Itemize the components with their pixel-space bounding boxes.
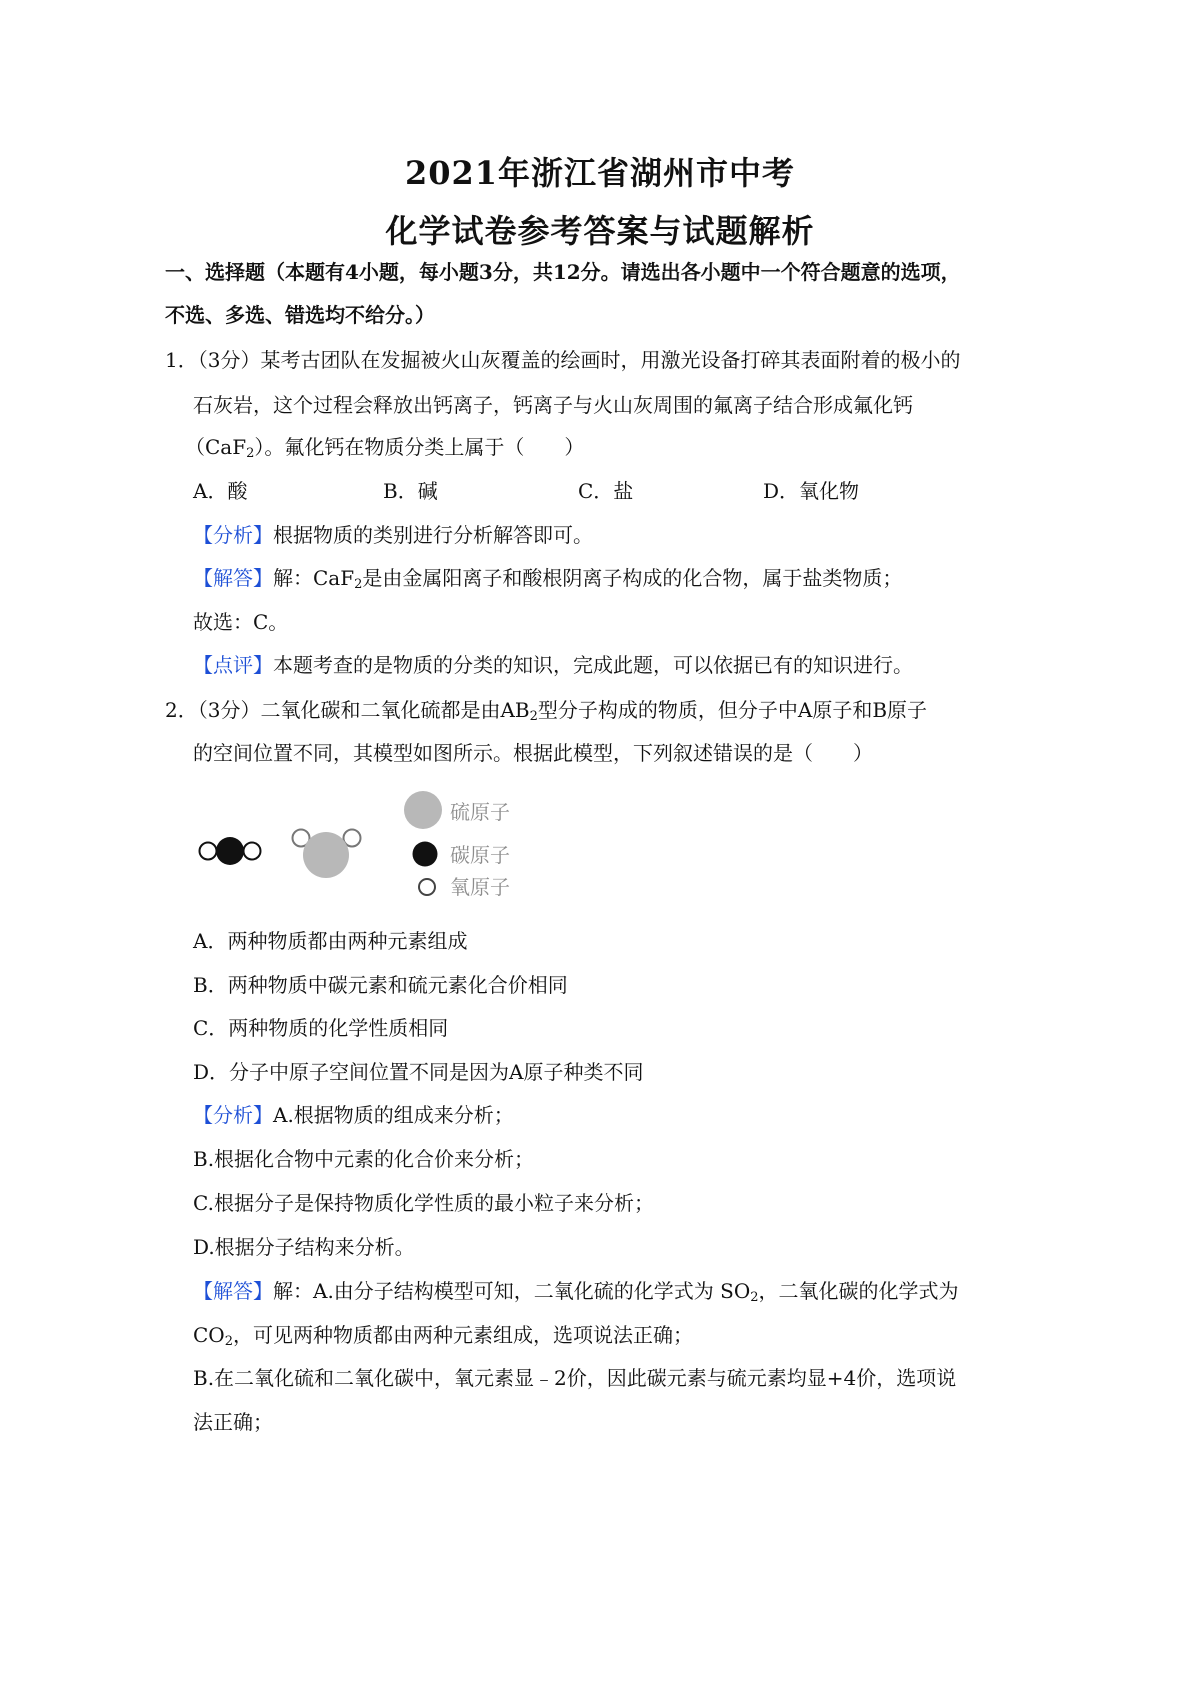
q2-analysis-line1: 【分析】A.根据物质的组成来分析； [193, 1103, 514, 1127]
q1-option-d: D．氧化物 [763, 479, 860, 503]
q2-answer-line4: 法正确； [193, 1410, 273, 1434]
page-subtitle: 化学试卷参考答案与试题解析 [385, 212, 815, 250]
q1-stem-line1: 1．（3分）某考古团队在发掘被火山灰覆盖的绘画时，用激光设备打碎其表面附着的极小的 [165, 348, 961, 372]
q2-stem-line1: 2．（3分）二氧化碳和二氧化硫都是由$AB_2$型分子构成的物质，但分子中A原子和B原子 [165, 698, 928, 724]
q2-answer-line1: 【解答】解：A.由分子结构模型可知，二氧化硫的化学式为 $SO_2$，二氧化碳的化学式为 [193, 1279, 959, 1305]
q2-answer-line2: $CO_2$，可见两种物质都由两种元素组成，选项说法正确； [193, 1323, 693, 1349]
section-heading-line1: 一、选择题（本题有4小题，每小题3分，共12分。请选出各小题中一个符合题意的选项， [165, 260, 961, 284]
q1-option-a: A．酸 [193, 479, 248, 503]
q1-stem-line2: 石灰岩，这个过程会释放出钙离子，钙离子与火山灰周围的氟离子结合形成氟化钙 [193, 393, 913, 417]
legend-carbon-label: 碳原子 [450, 843, 510, 867]
comment-tag: 【点评】 [193, 653, 273, 677]
q2-option-b: B．两种物质中碳元素和硫元素化合价相同 [193, 973, 568, 997]
q1-option-c: C．盐 [578, 479, 634, 503]
q2-option-d: D．分子中原子空间位置不同是因为A原子种类不同 [193, 1060, 644, 1084]
page-title: 2021年浙江省湖州市中考 [404, 154, 796, 192]
analysis-tag: 【分析】 [193, 523, 273, 547]
sulfur-atom-legend-icon [403, 790, 443, 830]
so2-molecule-model [288, 822, 368, 882]
q1-stem-line3: （CaF$_2$）。氟化钙在物质分类上属于（ ） [185, 435, 585, 461]
q1-answer: 【解答】解：CaF$_2$是由金属阳离子和酸根阴离子构成的化合物，属于盐类物质； [193, 566, 903, 592]
q1-option-b: B．碱 [383, 479, 438, 503]
co2-molecule-model [195, 825, 265, 875]
q2-option-a: A．两种物质都由两种元素组成 [193, 929, 468, 953]
q2-analysis-line2: B.根据化合物中元素的化合价来分析； [193, 1147, 535, 1171]
q1-analysis: 【分析】根据物质的类别进行分析解答即可。 [193, 523, 593, 547]
carbon-atom-legend-icon [412, 841, 438, 867]
q2-analysis-line4: D.根据分子结构来分析。 [193, 1235, 415, 1259]
legend-oxygen-label: 氧原子 [450, 875, 510, 899]
q1-comment: 【点评】本题考查的是物质的分类的知识，完成此题，可以依据已有的知识进行。 [193, 653, 913, 677]
q2-stem-line2: 的空间位置不同，其模型如图所示。根据此模型，下列叙述错误的是（ ） [193, 741, 873, 765]
q1-choice: 故选：C。 [193, 610, 289, 634]
analysis-tag: 【分析】 [193, 1103, 273, 1127]
legend-sulfur-label: 硫原子 [450, 800, 510, 824]
answer-tag: 【解答】 [193, 566, 273, 590]
q2-analysis-line3: C.根据分子是保持物质化学性质的最小粒子来分析； [193, 1191, 654, 1215]
answer-tag: 【解答】 [193, 1279, 273, 1303]
section-heading-line2: 不选、多选、错选均不给分。） [165, 303, 435, 327]
q2-option-c: C．两种物质的化学性质相同 [193, 1016, 449, 1040]
oxygen-atom-legend-icon [417, 877, 437, 897]
q2-answer-line3: B.在二氧化硫和二氧化碳中，氧元素显﹣2价，因此碳元素与硫元素均显+4价，选项说 [193, 1366, 957, 1390]
